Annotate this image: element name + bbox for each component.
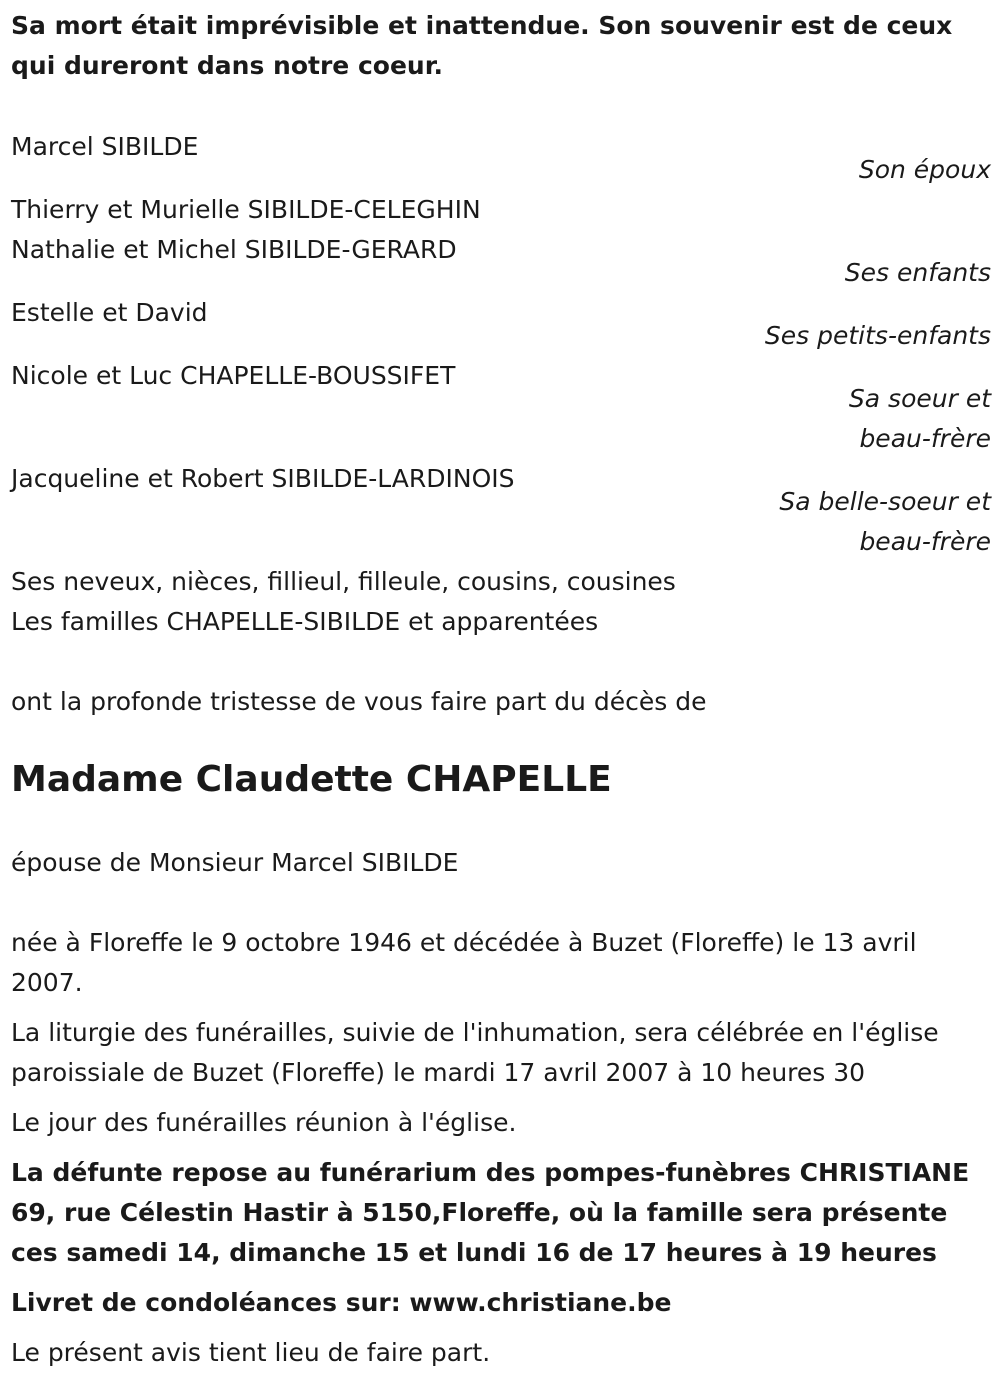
meeting-text: Le jour des funérailles réunion à l'église. (11, 1108, 517, 1137)
spacer (11, 722, 991, 758)
opening-quote: Sa mort était imprévisible et inattendue. Son souvenir est de ceux qui dureront dans notre coeur. (11, 11, 953, 80)
funerarium-text: La défunte repose au funérarium des pompes-funèbres CHRISTIANE 69, rue Célestin Hastir à 5150,Floreffe, où la famille sera présente ces samedi 14, dimanche 15 et lundi 16 de 17 heures à 19 heures (11, 1158, 970, 1267)
relation-line: Son époux (858, 155, 991, 184)
extended-family (11, 562, 991, 642)
family-name-line: Jacqueline et Robert SIBILDE-LARDINOIS (11, 464, 515, 493)
relation-line: Ses enfants (844, 258, 991, 287)
family-entry-spouse (11, 127, 991, 190)
deceased-name: Madame Claudette CHAPELLE (11, 759, 612, 800)
family-name-line: Nicole et Luc CHAPELLE-BOUSSIFET (11, 361, 456, 390)
family-entry-sister (11, 356, 991, 459)
closing-text: Le présent avis tient lieu de faire part. (11, 1338, 491, 1367)
spacer (11, 802, 991, 843)
spouse-line: épouse de Monsieur Marcel SIBILDE (11, 848, 459, 877)
family-name-line: Nathalie et Michel SIBILDE-GERARD (11, 235, 457, 264)
family-name-line: Estelle et David (11, 298, 208, 327)
announcement-text: ont la profonde tristesse de vous faire part du décès de (11, 687, 707, 716)
family-name-line: Thierry et Murielle SIBILDE-CELEGHIN (11, 195, 481, 224)
relation-line: Ses petits-enfants (764, 321, 991, 350)
extended-family-line: Les familles CHAPELLE-SIBILDE et apparentées (11, 607, 599, 636)
family-entry-grandchildren (11, 293, 991, 356)
obituary-notice (11, 6, 991, 1373)
family-name-line: Marcel SIBILDE (11, 132, 199, 161)
spacer (11, 86, 991, 127)
birth-death-text: née à Floreffe le 9 octobre 1946 et décédée à Buzet (Floreffe) le 13 avril 2007. (11, 928, 917, 997)
extended-family-line: Ses neveux, nièces, fillieul, filleule, cousins, cousines (11, 567, 676, 596)
family-entry-sister-in-law (11, 459, 991, 562)
liturgy-text: La liturgie des funérailles, suivie de l'inhumation, sera célébrée en l'église paroissiale de Buzet (Floreffe) le mardi 17 avril 2007 à 10 heures 30 (11, 1018, 939, 1087)
relation-line: Sa soeur et (848, 384, 991, 413)
condolences-text: Livret de condoléances sur: www.christiane.be (11, 1288, 672, 1317)
spacer (11, 883, 991, 923)
spacer (11, 642, 991, 682)
relation-line: beau-frère (859, 424, 991, 453)
relation-line: Sa belle-soeur et (779, 487, 991, 516)
relation-line: beau-frère (859, 527, 991, 556)
family-entry-children (11, 190, 991, 293)
